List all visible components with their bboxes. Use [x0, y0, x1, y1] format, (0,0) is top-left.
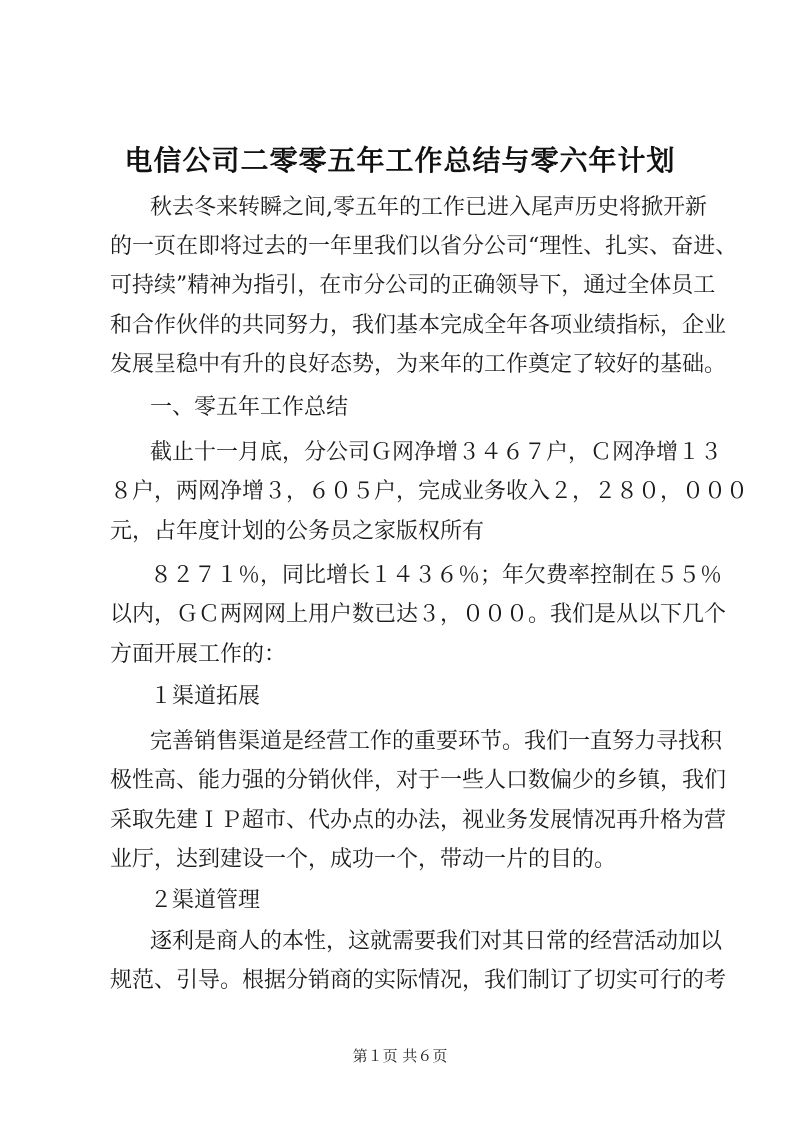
subsection-heading: ２渠道管理 — [150, 888, 261, 913]
paragraph-line: 采取先建ＩＰ超市、代办点的办法，视业务发展情况再升格为营 — [110, 808, 727, 833]
section-heading: 一、零五年工作总结 — [150, 395, 349, 420]
paragraph-line: 秋去冬来转瞬之间,零五年的工作已进入尾声历史将掀开新 — [150, 195, 707, 220]
paragraph-line: 规范、引导。根据分销商的实际情况，我们制订了切实可行的考 — [110, 968, 727, 993]
paragraph-line: ８户，两网净增３，６０５户，完成业务收入２，２８０，０００ — [110, 479, 749, 504]
paragraph-line: 和合作伙伴的共同努力，我们基本完成全年各项业绩指标，企业 — [110, 313, 727, 338]
paragraph-line: ８２７１％，同比增长１４３６％；年欠费率控制在５５％ — [150, 563, 723, 588]
paragraph-line: 可持续”精神为指引，在市分公司的正确领导下，通过全体员工 — [110, 273, 716, 298]
paragraph-line: 以内，ＧＣ两网网上用户数已达３，０００。我们是从以下几个 — [110, 602, 727, 627]
document-title: 电信公司二零零五年工作总结与零六年计划 — [124, 144, 676, 177]
paragraph-line: 完善销售渠道是经营工作的重要环节。我们一直努力寻找积 — [150, 729, 723, 754]
paragraph-line: 方面开展工作的： — [110, 642, 287, 667]
paragraph-line: 业厅，达到建设一个，成功一个，带动一片的目的。 — [110, 847, 617, 872]
paragraph-line: 截止十一月底，分公司Ｇ网净增３４６７户，Ｃ网净增１３ — [150, 440, 723, 465]
paragraph-line: 的一页在即将过去的一年里我们以省分公司“理性、扎实、奋进、 — [110, 234, 738, 259]
page-number: 第１页 共６页 — [352, 1047, 448, 1065]
paragraph-line: 元，占年度计划的公务员之家版权所有 — [110, 519, 485, 544]
subsection-heading: １渠道拓展 — [150, 684, 261, 709]
paragraph-line: 极性高、能力强的分销伙伴，对于一些人口数偏少的乡镇，我们 — [110, 768, 727, 793]
paragraph-line: 发展呈稳中有升的良好态势，为来年的工作奠定了较好的基础。 — [110, 352, 727, 377]
paragraph-line: 逐利是商人的本性，这就需要我们对其日常的经营活动加以 — [150, 929, 723, 954]
